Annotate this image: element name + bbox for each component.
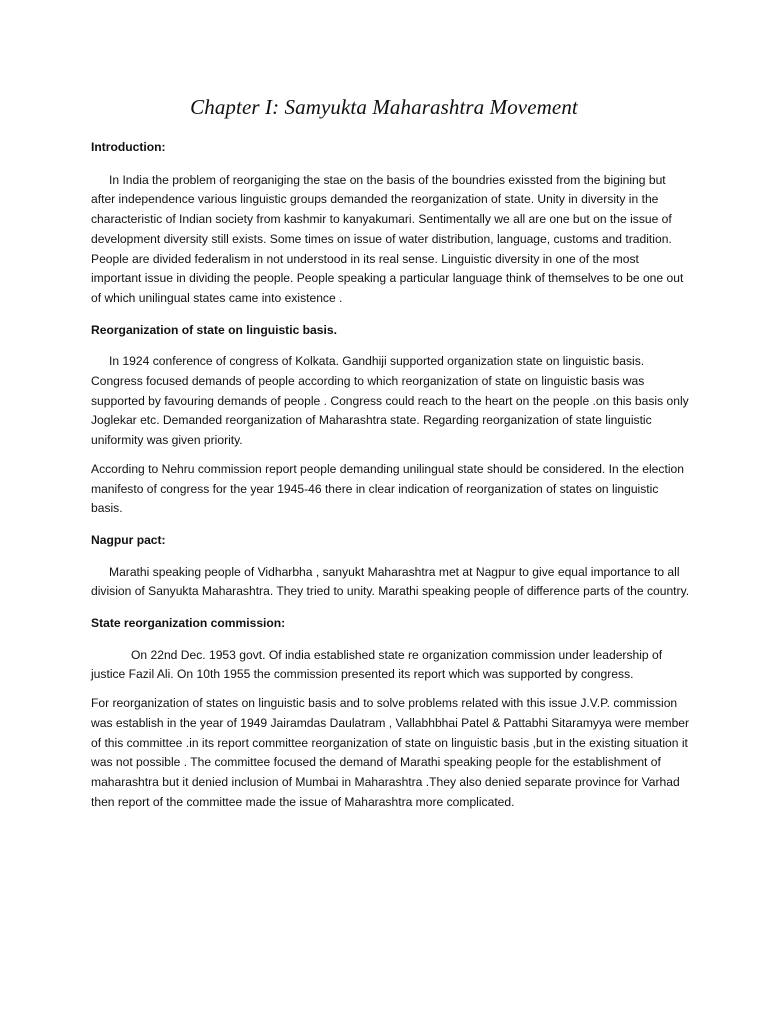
section-heading-nagpur-pact: Nagpur pact: (91, 532, 166, 547)
paragraph-introduction: In India the problem of reorganiging the stae on the basis of the boundries exissted from the bigining but after independence various linguistic groups demanded the reorganization of state. Unity in diversity in the characteristic of Indian society from kashmir to kanyakumari. Sentimentally we all are one but on the issue of development diversity still exists. Some times on issue of water distribution, language, customs and tradition. People are divided federalism in not understood in its real sense. Linguistic diversity in one of the most important issue in dividing the people. People speaking a particular language think of themselves to be one out of which unilingual states came into existence . (91, 172, 684, 305)
paragraph-state-commission-1: On 22nd Dec. 1953 govt. Of india established state re organization commission under leadership of justice Fazil Ali. On 10th 1955 the commission presented its report which was supported by congress. (91, 647, 663, 682)
paragraph-reorganization-2: According to Nehru commission report people demanding unilingual state should be considered. In the election manifesto of congress for the year 1945-46 there in clear indication of reorganization of states on linguistic basis. (91, 461, 684, 516)
chapter-title: Chapter I: Samyukta Maharashtra Movement (190, 95, 578, 119)
paragraph-nagpur-pact: Marathi speaking people of Vidharbha , sanyukt Maharashtra met at Nagpur to give equal importance to all division of Sanyukta Maharashtra. They tried to unity. Marathi speaking people of difference parts of the country. (91, 564, 690, 599)
section-heading-state-commission: State reorganization commission: (91, 616, 286, 631)
section-heading-reorganization: Reorganization of state on linguistic basis. (91, 322, 337, 337)
document-body (91, 138, 691, 821)
section-heading-introduction: Introduction: (91, 140, 166, 154)
paragraph-state-commission-2: For reorganization of states on linguistic basis and to solve problems related with this issue J.V.P. commission was establish in the year of 1949 Jairamdas Daulatram , Vallabhbhai Patel & Pattabhi Sitaramyya were member of this committee .in its report committee reorganization of state on linguistic basis ,but in the existing situation it was not possible . The committee focused the demand of Marathi speaking people for the establishment of maharashtra but it denied inclusion of Mumbai in Maharashtra .They also denied separate province for Varhad then report of the committee made the issue of Maharashtra more complicated. (91, 696, 690, 809)
paragraph-reorganization-1: In 1924 conference of congress of Kolkata. Gandhiji supported organization state on linguistic basis. Congress focused demands of people according to which reorganization of state on linguistic basis was supported by favouring demands of people . Congress could reach to the heart on the people .on this basis only Joglekar etc. Demanded reorganization of Maharashtra state. Regarding reorganization of state linguistic uniformity was given priority. (91, 354, 689, 448)
